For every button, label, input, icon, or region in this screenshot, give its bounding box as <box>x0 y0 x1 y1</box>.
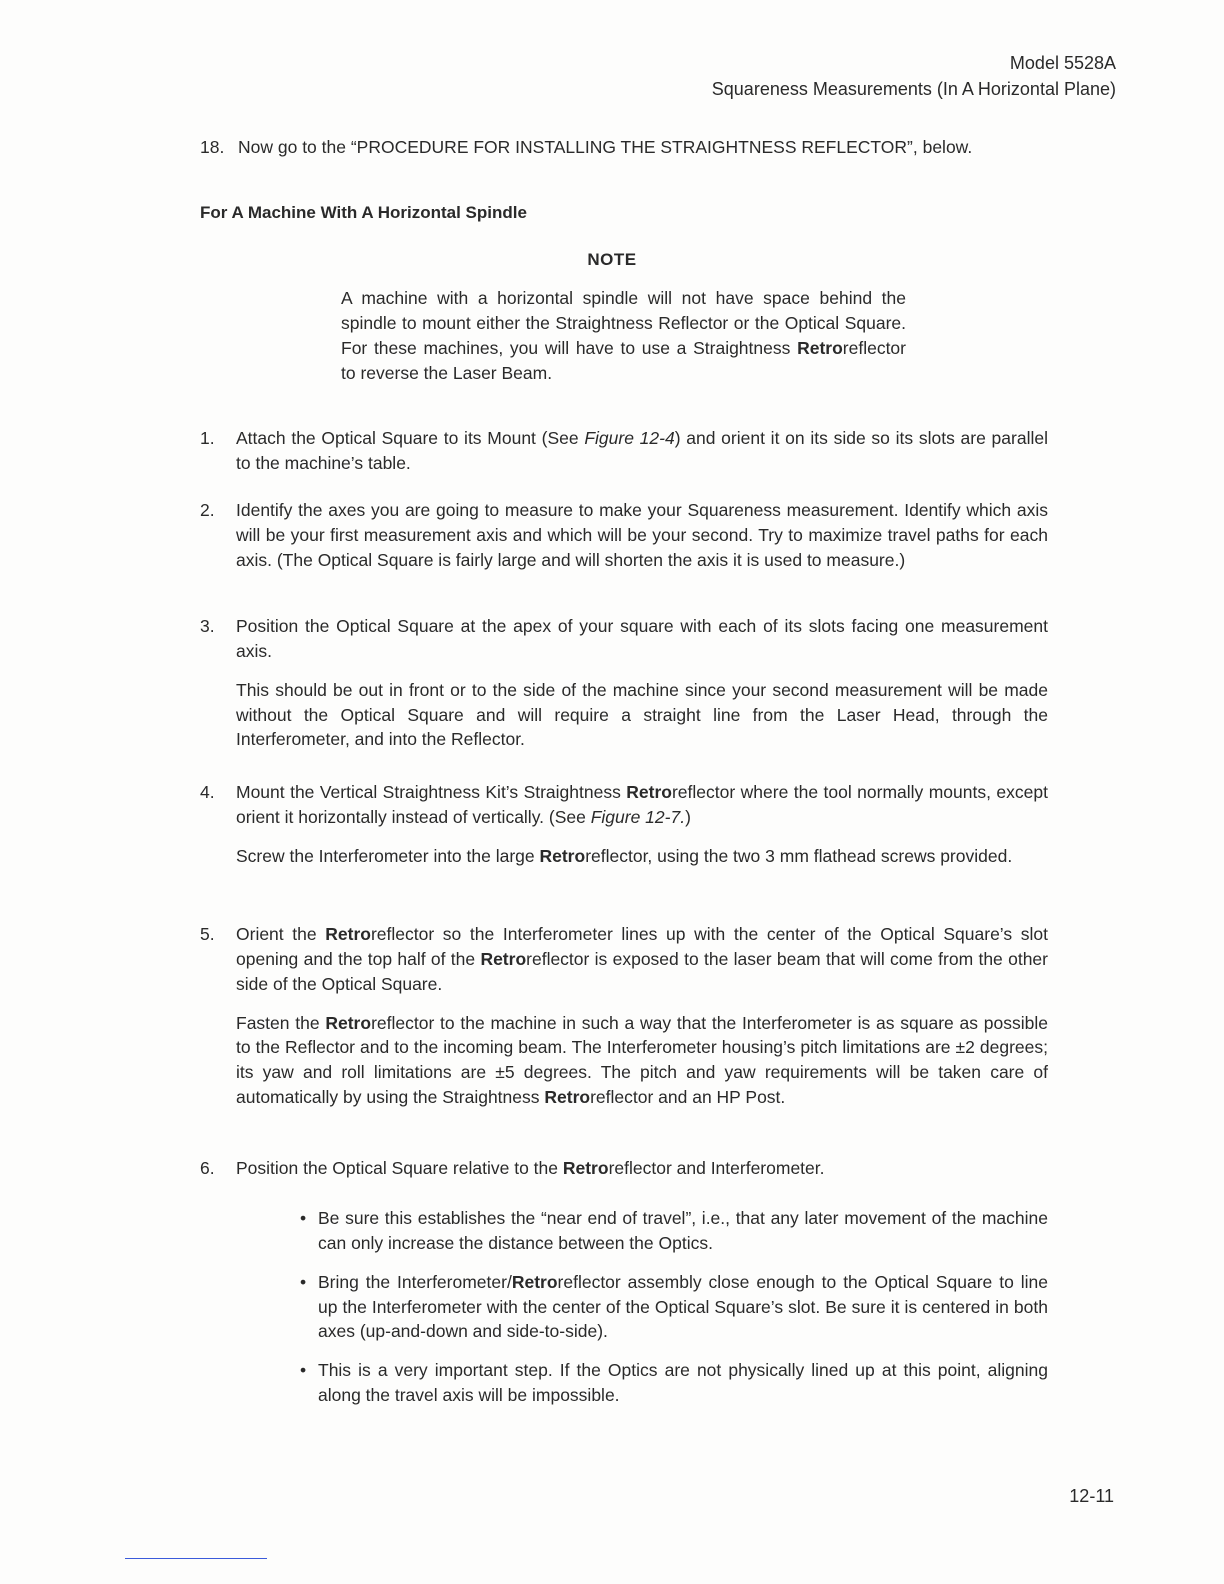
step-text: Now go to the “PROCEDURE FOR INSTALLING THE STRAIGHTNESS REFLECTOR”, below. <box>238 137 973 157</box>
bullet-icon: • <box>300 1208 307 1228</box>
bullet-icon: • <box>300 1360 307 1381</box>
model-label: Model 5528A <box>1009 53 1116 73</box>
step-text: Identify the axes you are going to measure to make your Squareness measurement. Identify which axis will be your first measurement axis and which will be your second. Try to maximize travel paths for each axis. (The Optical Square is fairly large and will shorten the axis it is used to measure.) <box>236 500 1048 570</box>
bullet-item: • This is a very important step. If the Optics are not physically lined up at this point, aligning along the travel axis will be impossible. <box>300 1360 1048 1406</box>
step-number: 6. <box>200 1158 215 1178</box>
section-heading: For A Machine With A Horizontal Spindle <box>200 203 527 222</box>
note-body: A machine with a horizontal spindle will not have space behind the spindle to mount either the Straightness Reflector or the Optical Square. For these machines, you will have to use a Straightness Retroreflector to reverse the Laser Beam. <box>341 288 906 383</box>
step-text: Position the Optical Square at the apex of your square with each of its slots facing one measurement axis. <box>236 616 1048 661</box>
step-text: Attach the Optical Square to its Mount (See Figure 12-4) and orient it on its side so its slots are parallel to the machine’s table. <box>236 428 1048 473</box>
step-detail: Fasten the Retroreflector to the machine in such a way that the Interferometer is as square as possible to the Reflector and to the incoming beam. The Interferometer housing’s pitch limitations are ±2 degrees; its yaw and roll limitations are ±5 degrees. The pitch and yaw requirements will be taken care of automatically by using the Straightness Retroreflector and an HP Post. <box>236 1012 1048 1108</box>
section-title: Squareness Measurements (In A Horizontal Plane) <box>711 79 1116 100</box>
bullet-icon: • <box>300 1271 307 1292</box>
step-number: 4. <box>200 782 215 802</box>
page-header <box>712 50 1116 102</box>
step-text: Mount the Vertical Straightness Kit’s Straightness Retroreflector where the tool normally mounts, except orient it horizontally instead of vertically. (See Figure 12-7.) <box>236 782 1048 827</box>
figure-reference: Figure 12-4 <box>584 428 675 448</box>
step-detail: This should be out in front or to the side of the machine since your second measurement will be made without the Optical Square and will require a straight line from the Laser Head, through the Interferometer, and into the Reflector. <box>236 679 1048 750</box>
page-number: 12-11 <box>1069 1486 1114 1506</box>
step-number: 3. <box>200 616 215 636</box>
note-title: NOTE <box>587 250 637 269</box>
bullet-item: • Bring the Interferometer/Retroreflector assembly close enough to the Optical Square to line up the Interferometer with the center of the Optical Square’s slot. Be sure it is centered in both axes (up-and-down and side-to-side). <box>300 1271 1048 1342</box>
step-6 <box>200 1156 1048 1195</box>
bullet-list <box>300 1206 1048 1422</box>
step-number: 5. <box>200 924 215 944</box>
step-number: 2. <box>200 500 215 520</box>
step-number: 1. <box>200 428 215 448</box>
step-number: 18. <box>200 137 225 157</box>
step-5 <box>200 922 1048 1124</box>
step-detail: Screw the Interferometer into the large Retroreflector, using the two 3 mm flathead screws provided. <box>236 845 1013 866</box>
step-3 <box>200 614 1048 766</box>
step-2 <box>200 498 1048 587</box>
step-1 <box>200 426 1048 490</box>
figure-reference: Figure 12-7. <box>590 806 686 827</box>
bullet-item: • Be sure this establishes the “near end of travel”, i.e., that any later movement of the machine can only increase the distance between the Optics. <box>300 1208 1048 1253</box>
step-4 <box>200 780 1048 883</box>
footer-divider <box>125 1558 267 1559</box>
step-text: Position the Optical Square relative to the Retroreflector and Interferometer. <box>236 1158 825 1178</box>
step-text: Orient the Retroreflector so the Interferometer lines up with the center of the Optical Square’s slot opening and the top half of the Retroreflector is exposed to the laser beam that will come from the other side of the Optical Square. <box>236 924 1048 994</box>
